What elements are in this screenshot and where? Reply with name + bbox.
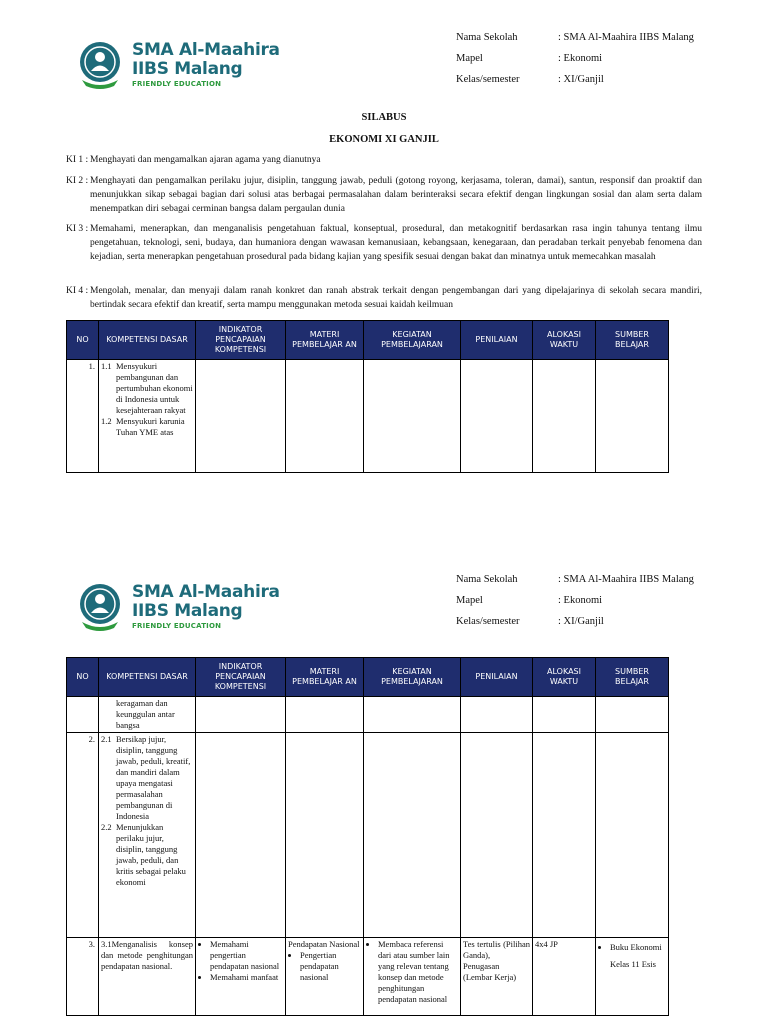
col-header-indikator: INDIKATOR PENCAPAIAN KOMPETENSI [196,658,286,697]
info-value: : SMA Al-Maahira IIBS Malang [558,32,694,43]
ki-3 [66,222,702,264]
info-value: : Ekonomi [558,595,603,606]
col-header-kd: KOMPETENSI DASAR [99,658,196,697]
school-name-line2: IIBS Malang [132,59,243,79]
col-header-alokasi: ALOKASI WAKTU [533,658,596,697]
kd-text: Mensyukuri karunia Tuhan YME atas [116,416,185,437]
cell-materi [286,360,364,473]
school-name-line1: SMA Al-Maahira [132,582,280,602]
cell-alokasi [533,360,596,473]
info-key: Nama Sekolah [456,574,518,585]
cell-sumber [596,360,669,473]
document-subtitle: EKONOMI XI GANJIL [329,134,439,145]
col-header-no: NO [67,658,99,697]
list-item: • Memahami pengertian pendapatan nasional [210,939,283,972]
table-row [67,360,669,473]
kd-number: 1.1 [101,361,112,371]
kd-item [101,734,193,822]
ki-label: KI 3 : [66,224,89,234]
col-header-kd: KOMPETENSI DASAR [99,321,196,360]
cell-materi [286,697,364,733]
cell-sumber [596,938,669,1016]
cell-kegiatan [364,697,461,733]
document-title: SILABUS [361,112,407,123]
col-header-indikator: INDIKATOR PENCAPAIAN KOMPETENSI [196,321,286,360]
kegiatan-list [366,939,458,1005]
col-header-sumber: SUMBER BELAJAR [596,658,669,697]
cell-sumber [596,697,669,733]
ki-label: KI 4 : [66,286,89,296]
ki-label: KI 1 : [66,155,89,165]
col-header-penilaian: PENILAIAN [461,658,533,697]
cell-kegiatan [364,733,461,938]
cell-indikator [196,938,286,1016]
col-header-kegiatan: KEGIATAN PEMBELAJARAN [364,321,461,360]
penilaian-text: Tes tertulis (Pilihan Ganda), [463,939,530,960]
table-row [67,733,669,938]
school-logo [78,582,278,634]
cell-no: 2. [67,733,99,938]
ki-4 [66,284,702,312]
info-value: : XI/Ganjil [558,74,604,85]
school-name-line1: SMA Al-Maahira [132,40,280,60]
info-key: Mapel [456,53,483,64]
school-tagline: FRIENDLY EDUCATION [132,622,222,630]
kd-number: 1.2 [101,416,112,426]
cell-penilaian [461,697,533,733]
info-key: Nama Sekolah [456,32,518,43]
col-header-penilaian: PENILAIAN [461,321,533,360]
cell-kegiatan [364,938,461,1016]
ki-text: Menghayati dan mengamalkan ajaran agama yang dianutnya [90,155,321,165]
cell-indikator [196,733,286,938]
kd-text: Bersikap jujur, disiplin, tanggung jawab, peduli, kreatif, dan mandiri dalam upaya mengatasi permasalahan pembangunan di Indonesia [116,734,191,821]
school-emblem-icon [78,582,126,632]
cell-materi [286,733,364,938]
col-header-materi: MATERI PEMBELAJAR AN [286,321,364,360]
school-tagline: FRIENDLY EDUCATION [132,80,222,88]
school-name-line2: IIBS Malang [132,601,243,621]
table-row [67,938,669,1016]
materi-title: Pendapatan Nasional [288,939,360,949]
info-key: Mapel [456,595,483,606]
list-item: • Pengertian pendapatan nasional [300,950,361,983]
cell-alokasi: 4x4 JP [533,938,596,1016]
ki-2 [66,174,702,216]
cell-alokasi [533,733,596,938]
cell-kd: keragaman dan keunggulan antar bangsa [99,697,196,733]
cell-kegiatan [364,360,461,473]
ki-1 [66,153,702,167]
list-item: • Memahami manfaat [210,972,283,983]
cell-kd: 3.1Menganalisis konsep dan metode penghitungan pendapatan nasional. [99,938,196,1016]
cell-penilaian [461,733,533,938]
info-value: : SMA Al-Maahira IIBS Malang [558,574,694,585]
cell-materi [286,938,364,1016]
sumber-list [598,939,666,973]
kd-item [101,416,193,438]
cell-no: 1. [67,360,99,473]
table-row [67,697,669,733]
cell-sumber [596,733,669,938]
cell-indikator [196,697,286,733]
document-page-2 [0,540,768,1024]
kd-number: 2.1 [101,734,112,744]
syllabus-table-page2 [66,657,669,1016]
info-value: : Ekonomi [558,53,603,64]
cell-penilaian [461,938,533,1016]
ki-text: Mengolah, menalar, dan menyaji dalam ranah konkret dan ranah abstrak terkait dengan pengembangan dari yang dipelajarinya di sekolah secara mandiri, bertindak secara efektif dan kreatif, serta mampu menggunakan metoda sesuai kaidah keilmuan [90,286,702,310]
list-item: • Buku Ekonomi Kelas 11 Esis [610,939,666,973]
col-header-sumber: SUMBER BELAJAR [596,321,669,360]
info-value: : XI/Ganjil [558,616,604,627]
list-item: • Membaca referensi dari atau sumber lain yang relevan tentang konsep dan metode penghitungan pendapatan nasional [378,939,458,1005]
syllabus-table-page1 [66,320,669,473]
indikator-list [198,939,283,983]
kd-item [101,822,193,888]
cell-alokasi [533,697,596,733]
cell-no [67,697,99,733]
cell-penilaian [461,360,533,473]
kd-text: Menunjukkan perilaku jujur, disiplin, tanggung jawab, peduli, dan kritis sebagai pelaku ekonomi [116,822,186,887]
info-key: Kelas/semester [456,616,520,627]
table-header-row [67,658,669,697]
penilaian-text: Penugasan (Lembar Kerja) [463,961,517,982]
ki-text: Menghayati dan pengamalkan perilaku jujur, disiplin, tanggung jawab, peduli (gotong royong, kerjasama, toleran, damai), santun, responsif dan proaktif dan menunjukkan sikap sebagai bagian dari solusi atas berbagai permasalahan dalam berinteraksi secara efektif dengan lingkungan sosial dan alam serta dalam menempatkan diri sebagai cerminan bangsa dalam pergaulan dunia [90,176,702,214]
cell-no: 3. [67,938,99,1016]
table-header-row [67,321,669,360]
ki-label: KI 2 : [66,176,89,186]
cell-kd [99,733,196,938]
school-emblem-icon [78,40,126,90]
kd-number: 2.2 [101,822,112,832]
cell-indikator [196,360,286,473]
materi-list [288,950,361,983]
kd-text: Mensyukuri pembangunan dan pertumbuhan ekonomi di Indonesia untuk kesejahteraan rakyat [116,361,193,415]
info-key: Kelas/semester [456,74,520,85]
col-header-alokasi: ALOKASI WAKTU [533,321,596,360]
col-header-materi: MATERI PEMBELAJAR AN [286,658,364,697]
col-header-kegiatan: KEGIATAN PEMBELAJARAN [364,658,461,697]
school-logo [78,40,278,92]
ki-text: Memahami, menerapkan, dan menganalisis pengetahuan faktual, konseptual, prosedural, dan metakognitif berdasarkan rasa ingin tahunya tentang ilmu pengetahuan, teknologi, seni, budaya, dan humaniora dengan wawasan kemanusiaan, kebangsaan, kenegaraan, dan peradaban terkait penyebab fenomena dan kejadian, serta menerapkan pengetahuan prosedural pada bidang kajian yang spesifik sesuai dengan bakat dan minatnya untuk memecahkan masalah [90,224,702,262]
col-header-no: NO [67,321,99,360]
cell-kd [99,360,196,473]
kd-item [101,361,193,416]
document-page-1 [0,0,768,485]
